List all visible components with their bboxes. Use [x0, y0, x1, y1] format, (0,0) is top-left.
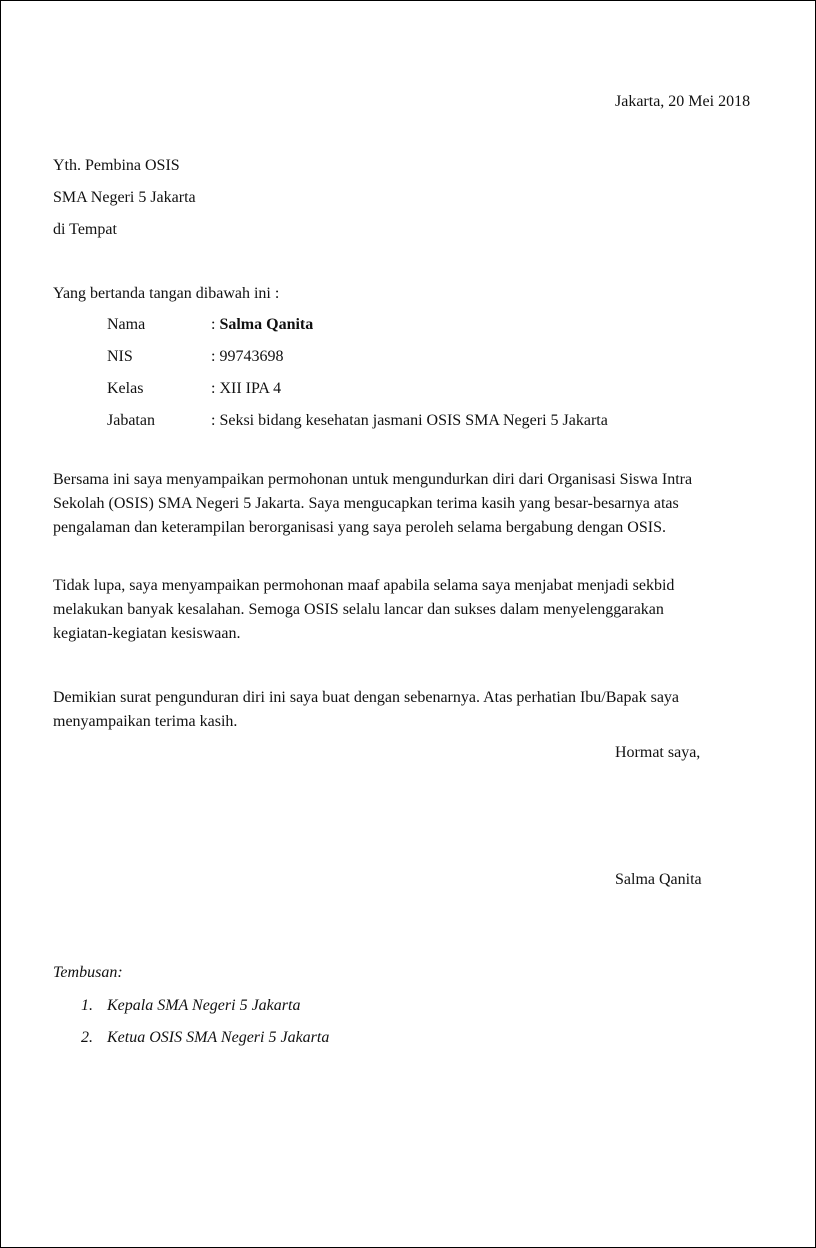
field-label-jabatan: Jabatan	[107, 412, 155, 429]
field-value-nama-name: Salma Qanita	[219, 316, 314, 333]
paragraph-2-line-1: Tidak lupa, saya menyampaikan permohonan maaf apabila selama saya menjabat menjadi sekbid	[53, 577, 675, 594]
field-value-nis: : 99743698	[211, 348, 284, 365]
paragraph-1-line-3: pengalaman dan keterampilan berorganisasi yang saya peroleh selama bergabung dengan OSIS.	[53, 519, 666, 536]
closing-salutation: Hormat saya,	[615, 744, 701, 761]
paragraph-2-line-2: melakukan banyak kesalahan. Semoga OSIS selalu lancar dan sukses dalam menyelenggarakan	[53, 601, 664, 618]
field-value-nama-colon: :	[211, 316, 220, 333]
field-label-nis: NIS	[107, 348, 133, 365]
paragraph-2-line-3: kegiatan-kegiatan kesiswaan.	[53, 625, 241, 642]
field-value-kelas: : XII IPA 4	[211, 380, 282, 397]
cc-item-2-text: Ketua OSIS SMA Negeri 5 Jakarta	[107, 1029, 330, 1046]
paragraph-1-line-2: Sekolah (OSIS) SMA Negeri 5 Jakarta. Saya mengucapkan terima kasih yang besar-besarnya atas	[53, 495, 679, 512]
paragraph-3-line-1: Demikian surat pengunduran diri ini saya buat dengan sebenarnya. Atas perhatian Ibu/Bapak saya	[53, 689, 680, 706]
recipient-line-2: SMA Negeri 5 Jakarta	[53, 189, 196, 206]
cc-item-2-number: 2.	[81, 1029, 93, 1046]
cc-title: Tembusan:	[53, 964, 123, 981]
intro-line: Yang bertanda tangan dibawah ini :	[53, 285, 280, 302]
field-value-jabatan: : Seksi bidang kesehatan jasmani OSIS SMA Negeri 5 Jakarta	[211, 412, 608, 429]
field-label-nama: Nama	[107, 316, 146, 333]
cc-item-1-number: 1.	[81, 997, 93, 1014]
field-label-kelas: Kelas	[107, 380, 144, 397]
recipient-line-1: Yth. Pembina OSIS	[53, 157, 180, 174]
recipient-line-3: di Tempat	[53, 221, 117, 238]
paragraph-3-line-2: menyampaikan terima kasih.	[53, 713, 238, 730]
signer-name: Salma Qanita	[615, 871, 702, 888]
field-value-nama	[211, 315, 313, 335]
letter-date: Jakarta, 20 Mei 2018	[615, 93, 751, 110]
paragraph-1-line-1: Bersama ini saya menyampaikan permohonan untuk mengundurkan diri dari Organisasi Siswa Intra	[53, 471, 693, 488]
cc-item-1-text: Kepala SMA Negeri 5 Jakarta	[107, 997, 301, 1014]
